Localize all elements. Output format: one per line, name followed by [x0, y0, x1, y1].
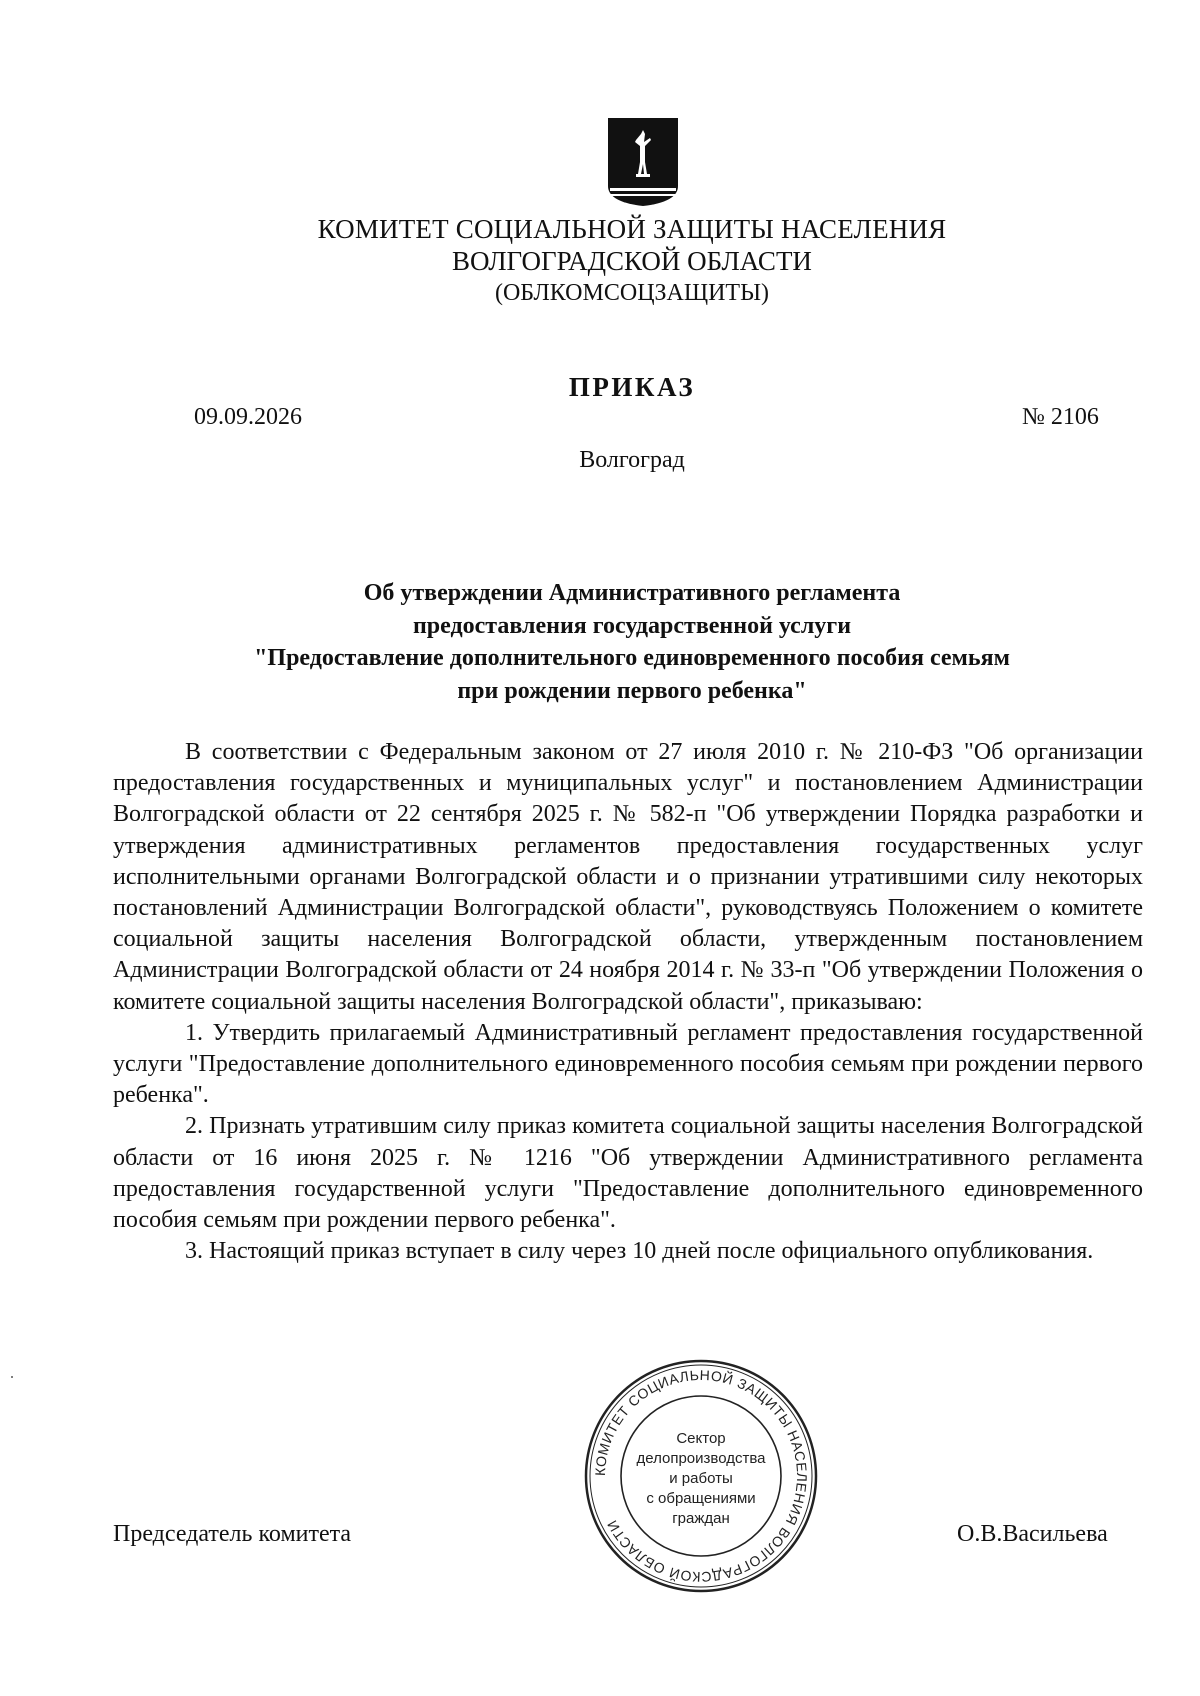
signatory-position: Председатель комитета — [113, 1521, 352, 1547]
preamble-paragraph: В соответствии с Федеральным законом от 27 июля 2010 г. № 210-ФЗ "Об организации предоставления государственных и муниципальных услуг" и постановлением Администрации Волгоградской области от 22 сентября 2025 г. № 582-п "Об утверждении Порядка разработки и утверждения административных регламентов предоставления государственных услуг исполнительными органами Волгоградской области и о признании утратившими силу некоторых постановлений Администрации Волгоградской области", руководствуясь Положением о комитете социальной защиты населения Волгоградской области, утвержденным постановлением Администрации Волгоградской области от 24 ноября 2014 г. № 33-п "Об утверждении Положения о комитете социальной защиты населения Волгоградской области", приказываю: — [113, 739, 1143, 1015]
organization-short-name: (ОБЛКОМСОЦЗАЩИТЫ) — [494, 280, 770, 306]
order-number: № 2106 — [1022, 404, 1099, 430]
document-type-title: ПРИКАЗ — [568, 372, 696, 402]
heading-line: предоставления государственной услуги — [412, 612, 852, 639]
clause-1-paragraph: 1. Утвердить прилагаемый Административный регламент предоставления государственной услуги "Предоставление дополнительного единовременного пособия семьям при рождении первого ребенка". — [113, 1019, 1143, 1109]
order-city: Волгоград — [579, 447, 685, 473]
order-date: 09.09.2026 — [194, 404, 302, 430]
order-body — [113, 737, 1143, 1267]
heading-line: "Предоставление дополнительного единовременного пособия семьям — [254, 645, 1010, 671]
stamp-ring-text: КОМИТЕТ СОЦИАЛЬНОЙ ЗАЩИТЫ НАСЕЛЕНИЯ ВОЛГОГРАДСКОЙ ОБЛАСТИ — [591, 1366, 811, 1586]
heading-line: при рождении первого ребенка" — [457, 677, 807, 704]
stamp-center-line: делопроизводства — [636, 1450, 766, 1467]
clause-2-paragraph: 2. Признать утратившим силу приказ комитета социальной защиты населения Волгоградской области от 16 июня 2025 г. № 1216 "Об утверждении Административного регламента предоставления государственной услуги "Предоставление дополнительного единовременного пособия семьям при рождении первого ребенка". — [113, 1113, 1143, 1234]
stamp-center-line: Сектор — [676, 1430, 726, 1447]
clause-3-paragraph: 3. Настоящий приказ вступает в силу через 10 дней после официального опубликования. — [185, 1238, 1094, 1265]
scan-speck — [11, 1376, 13, 1378]
stamp-center-line: граждан — [672, 1510, 730, 1527]
stamp-center-line: с обращениями — [646, 1490, 756, 1507]
stamp-center-line: и работы — [669, 1470, 733, 1487]
official-stamp — [582, 1357, 820, 1595]
order-heading — [150, 577, 1114, 707]
organization-name-line1: КОМИТЕТ СОЦИАЛЬНОЙ ЗАЩИТЫ НАСЕЛЕНИЯ — [317, 214, 947, 244]
heading-line: Об утверждении Административного регламента — [363, 580, 901, 606]
organization-name-line2: ВОЛГОГРАДСКОЙ ОБЛАСТИ — [452, 246, 812, 276]
signatory-name: О.В.Васильева — [957, 1521, 1108, 1547]
coat-of-arms-icon — [606, 116, 680, 208]
